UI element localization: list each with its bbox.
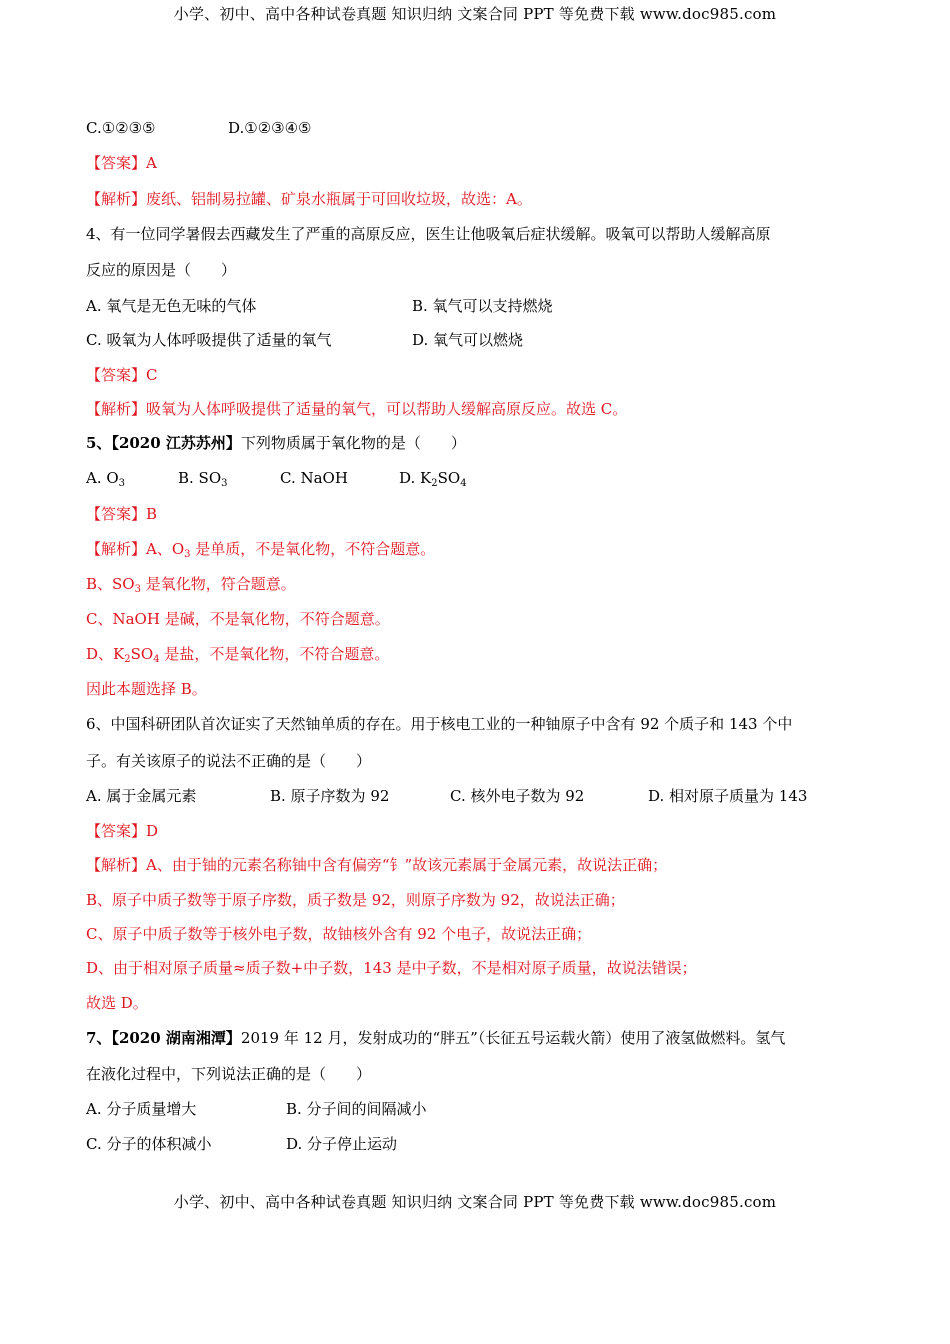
q5-number: 5、 (86, 434, 112, 452)
q4-options-ab (86, 296, 553, 316)
q7-option-d: D. 分子停止运动 (286, 1135, 398, 1153)
q7-stem-line2: 在液化过程中，下列说法正确的是（ ） (86, 1065, 372, 1083)
q7-number: 7、 (86, 1029, 112, 1047)
q5-stem (86, 433, 466, 453)
q7-options-ab (86, 1099, 427, 1119)
q4-option-c: C. 吸氧为人体呼吸提供了适量的氧气 (86, 331, 332, 349)
q6-stem-line1: 6、中国科研团队首次证实了天然铀单质的存在。用于核电工业的一种铀原子中含有 92 个质子和 143 个中 (86, 715, 793, 733)
q5-option-b: B. $SO_3$ (178, 469, 228, 489)
q5-stem-text: 下列物质属于氧化物的是（ ） (240, 434, 466, 452)
q6-stem-line2: 子。有关该原子的说法不正确的是（ ） (86, 752, 372, 770)
q7-option-b: B. 分子间的间隔减小 (286, 1100, 427, 1118)
q6-analysis-line3: C、原子中质子数等于核外电子数，故铀核外含有 92 个电子，故说法正确； (86, 925, 592, 943)
q4-answer: 【答案】C (86, 366, 158, 384)
q5-analysis-line1: 【解析】A、$O_3$ 是单质，不是氧化物，不符合题意。 (86, 540, 436, 560)
q5-option-a: A. $O_3$ (86, 469, 126, 489)
q5-analysis-line2: B、$SO_3$ 是氧化物，符合题意。 (86, 575, 296, 595)
q3-option-c: C.①②③⑤ (86, 119, 156, 137)
q5-answer: 【答案】B (86, 505, 158, 523)
q6-option-d: D. 相对原子质量为 143 (648, 787, 808, 805)
q7-options-cd (86, 1134, 398, 1154)
q4-option-b: B. 氧气可以支持燃烧 (412, 297, 553, 315)
q5-analysis-line4: D、$K_2SO_4$ 是盐，不是氧化物，不符合题意。 (86, 645, 390, 665)
q5-source: 【2020 江苏苏州】 (111, 434, 241, 452)
q6-answer: 【答案】D (86, 822, 159, 840)
q6-option-c: C. 核外电子数为 92 (450, 787, 585, 805)
q4-option-d: D. 氧气可以燃烧 (412, 331, 524, 349)
q6-option-b: B. 原子序数为 92 (270, 787, 390, 805)
page-header: 小学、初中、高中各种试卷真题 知识归纳 文案合同 PPT 等免费下载 www.doc985.com (173, 5, 777, 23)
q5-analysis-line3: C、NaOH 是碱，不是氧化物，不符合题意。 (86, 610, 390, 628)
q7-stem-line1 (86, 1028, 785, 1048)
q3-answer: 【答案】A (86, 154, 157, 172)
q3-option-d: D.①②③④⑤ (228, 119, 312, 137)
q5-option-d: D. $K_2SO_4$ (399, 469, 467, 489)
q6-analysis-line5: 故选 D。 (86, 994, 148, 1012)
q7-option-a: A. 分子质量增大 (86, 1100, 197, 1118)
q4-option-a: A. 氧气是无色无味的气体 (86, 297, 257, 315)
q3-analysis: 【解析】废纸、铝制易拉罐、矿泉水瓶属于可回收垃圾，故选：A。 (86, 190, 532, 208)
q4-options-cd (86, 330, 524, 350)
q4-analysis: 【解析】吸氧为人体呼吸提供了适量的氧气，可以帮助人缓解高原反应。故选 C。 (86, 400, 628, 418)
q6-analysis-line1: 【解析】A、由于铀的元素名称铀中含有偏旁“钅”故该元素属于金属元素，故说法正确； (86, 856, 668, 874)
q7-source: 【2020 湖南湘潭】 (111, 1029, 241, 1047)
q3-options-cd (86, 118, 312, 138)
q5-option-c: C. NaOH (280, 469, 348, 487)
q5-analysis-line5: 因此本题选择 B。 (86, 680, 207, 698)
page-footer: 小学、初中、高中各种试卷真题 知识归纳 文案合同 PPT 等免费下载 www.doc985.com (173, 1193, 777, 1211)
q6-analysis-line4: D、由于相对原子质量≈质子数+中子数，143 是中子数，不是相对原子质量，故说法错误； (86, 959, 697, 977)
q4-stem-line1: 4、有一位同学暑假去西藏发生了严重的高原反应，医生让他吸氧后症状缓解。吸氧可以帮助人缓解高原 (86, 225, 771, 243)
q6-option-a: A. 属于金属元素 (86, 787, 197, 805)
q5-options (86, 468, 467, 489)
q4-stem-line2: 反应的原因是（ ） (86, 261, 237, 279)
q6-analysis-line2: B、原子中质子数等于原子序数，质子数是 92，则原子序数为 92，故说法正确； (86, 891, 625, 909)
q7-stem-text: 2019 年 12 月，发射成功的“胖五”（长征五号运载火箭）使用了液氢做燃料。氢气 (240, 1029, 786, 1047)
q7-option-c: C. 分子的体积减小 (86, 1135, 212, 1153)
q6-options (86, 786, 808, 806)
